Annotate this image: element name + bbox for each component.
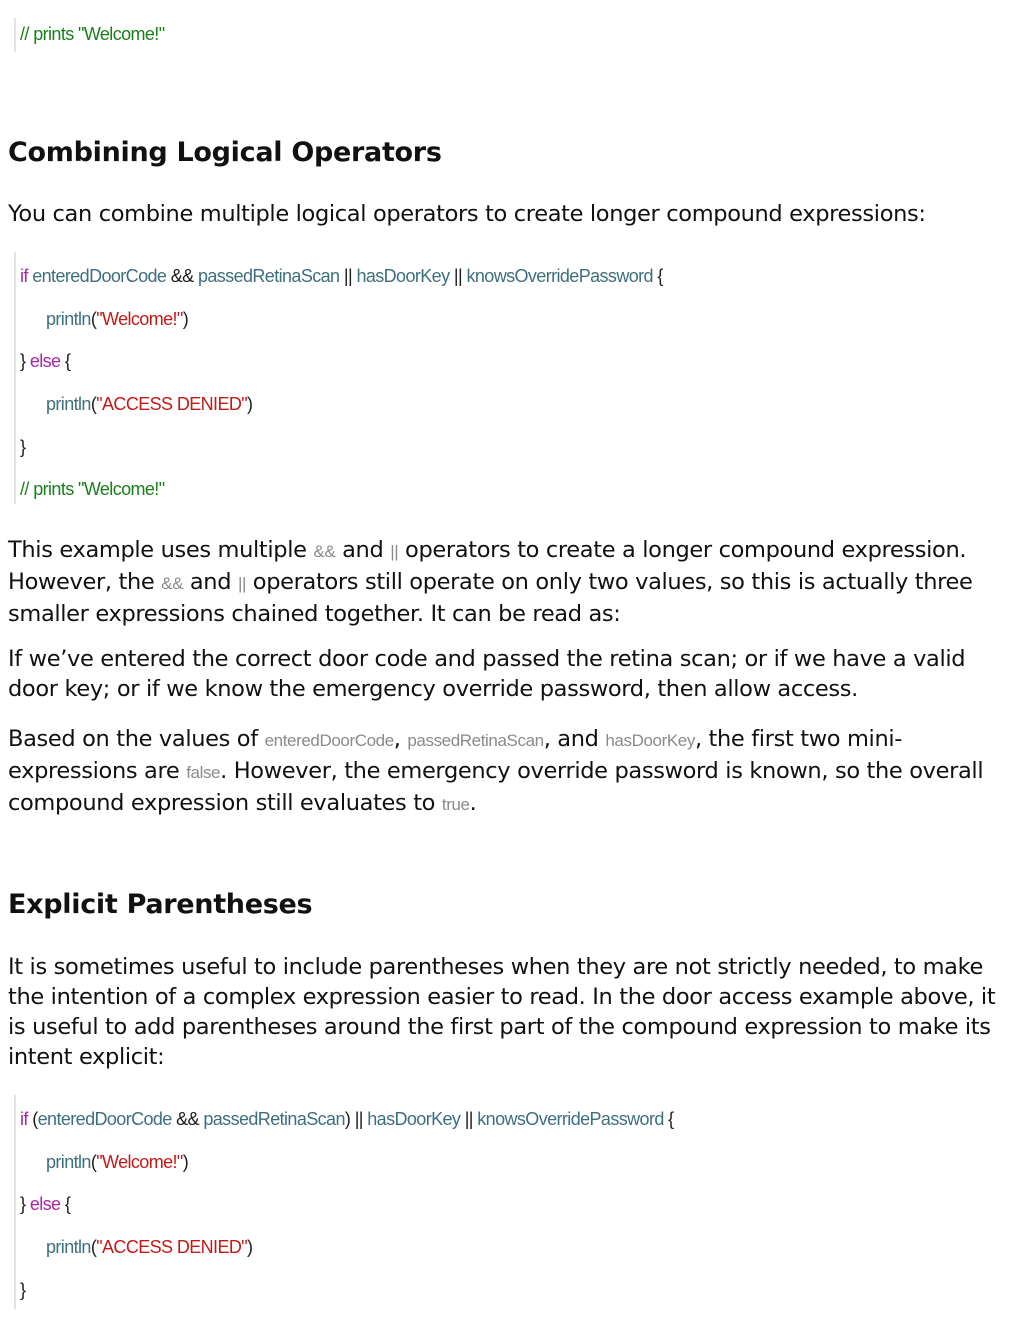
code-identifier-passed-retina-scan: passedRetinaScan: [197, 266, 340, 286]
code-line-println-welcome: [46, 307, 188, 331]
code-paren-close: ): [344, 1109, 351, 1129]
code-paren-open: (: [90, 1237, 97, 1257]
code-line-println-denied: [46, 392, 252, 416]
text-run: Based on the values of: [8, 726, 265, 752]
code-line-close: [20, 1278, 25, 1302]
inline-code-false: false: [186, 763, 221, 782]
code-string-access-denied: "ACCESS DENIED": [96, 394, 248, 414]
paragraph-intro-combining: You can combine multiple logical operators to create longer compound expressions:: [8, 201, 926, 227]
text-run: ,: [393, 726, 408, 752]
inline-code-and: &&: [313, 542, 336, 561]
code-brace-close: }: [20, 437, 26, 457]
code-line-println-denied: [46, 1235, 252, 1259]
code-operator-or: ||: [464, 1109, 473, 1129]
code-keyword-else: else: [29, 351, 61, 371]
code-comment-slashes: //: [20, 479, 29, 499]
text-run: and: [335, 537, 391, 563]
code-brace-close: }: [20, 1280, 26, 1300]
code-line-if: [20, 264, 663, 288]
code-comment-line: [20, 22, 165, 46]
inline-code-entered-door-code: enteredDoorCode: [264, 731, 394, 750]
code-brace-close: }: [20, 1194, 26, 1214]
text-run: and: [183, 569, 238, 595]
text-run: operators still operate on only two values, so this is actually three smaller expressions chained together. It can be read as:: [8, 569, 973, 627]
code-function-println: println: [46, 1237, 91, 1257]
inline-code-passed-retina-scan: passedRetinaScan: [407, 731, 544, 750]
code-identifier-knows-override-password: knowsOverridePassword: [477, 1109, 664, 1129]
code-identifier-has-door-key: hasDoorKey: [356, 266, 450, 286]
code-operator-and: &&: [170, 266, 194, 286]
code-function-println: println: [46, 394, 91, 414]
paragraph-intro-parentheses: It is sometimes useful to include parentheses when they are not strictly needed, to make the intention of a complex expression easier to read. In the door access example above, it is useful to add parentheses around the first part of the compound expression to make its intent explicit:: [8, 954, 996, 1070]
code-identifier-has-door-key: hasDoorKey: [367, 1109, 461, 1129]
code-paren-close: ): [182, 309, 189, 329]
code-brace-open: {: [64, 1194, 71, 1214]
code-block-top: [14, 18, 165, 52]
code-paren-open: (: [90, 309, 97, 329]
paragraph-read-as: If we’ve entered the correct door code and passed the retina scan; or if we have a valid door key; or if we know the emergency override password, then allow access.: [8, 646, 966, 702]
paragraph-example-explanation: [8, 535, 1018, 629]
code-comment-slashes: //: [20, 24, 29, 44]
code-paren-close: ): [182, 1152, 189, 1172]
code-operator-and: &&: [176, 1109, 199, 1129]
heading-combining-logical-operators: Combining Logical Operators: [8, 137, 442, 168]
code-paren-close: ): [247, 1237, 253, 1257]
code-line-if: [20, 1107, 674, 1131]
code-paren-close: ): [247, 394, 253, 414]
text-run: , the first two mini-expressions are: [8, 726, 903, 784]
code-string-welcome: "Welcome!": [96, 1152, 183, 1172]
code-keyword-else: else: [29, 1194, 61, 1214]
code-identifier-entered-door-code: enteredDoorCode: [37, 1109, 172, 1129]
text-run: This example uses multiple: [8, 537, 314, 563]
code-paren-open: (: [90, 394, 97, 414]
inline-code-true: true: [441, 795, 470, 814]
inline-code-or: ||: [237, 574, 246, 593]
text-run: , and: [543, 726, 606, 752]
inline-code-and: &&: [161, 574, 184, 593]
code-function-println: println: [46, 1152, 91, 1172]
paragraph-based-on-values: [8, 724, 1018, 820]
code-operator-or: ||: [343, 266, 353, 286]
code-line-println-welcome: [46, 1150, 188, 1174]
code-paren-open: (: [90, 1152, 97, 1172]
code-brace-open: {: [657, 266, 663, 286]
code-line-else: [20, 1192, 70, 1216]
code-brace-open: {: [668, 1109, 674, 1129]
heading-explicit-parentheses: Explicit Parentheses: [8, 889, 313, 920]
code-comment-text: prints "Welcome!": [28, 24, 165, 44]
code-keyword-if: if: [20, 1109, 28, 1129]
inline-code-has-door-key: hasDoorKey: [605, 731, 695, 750]
code-identifier-passed-retina-scan: passedRetinaScan: [203, 1109, 345, 1129]
code-line-close: [20, 435, 25, 459]
code-paren-open: (: [32, 1109, 38, 1129]
code-identifier-knows-override-password: knowsOverridePassword: [466, 266, 653, 286]
code-function-println: println: [46, 309, 91, 329]
code-operator-or: ||: [354, 1109, 363, 1129]
code-line-else: [20, 349, 70, 373]
text-run: operators to create a longer compound expression. However, the: [8, 537, 967, 595]
code-brace-open: {: [64, 351, 71, 371]
code-identifier-entered-door-code: enteredDoorCode: [32, 266, 167, 286]
code-operator-or: ||: [453, 266, 463, 286]
text-run: . However, the emergency override password is known, so the overall compound expression still evaluates to: [8, 758, 984, 816]
code-comment-text: prints "Welcome!": [28, 479, 165, 499]
code-string-access-denied: "ACCESS DENIED": [96, 1237, 248, 1257]
code-block-compound: [14, 252, 663, 504]
inline-code-or: ||: [390, 542, 399, 561]
code-block-parentheses: [14, 1095, 674, 1309]
code-string-welcome: "Welcome!": [96, 309, 183, 329]
code-brace-close: }: [20, 351, 26, 371]
text-run: .: [469, 790, 477, 816]
code-keyword-if: if: [20, 266, 28, 286]
code-line-comment: [20, 477, 165, 501]
